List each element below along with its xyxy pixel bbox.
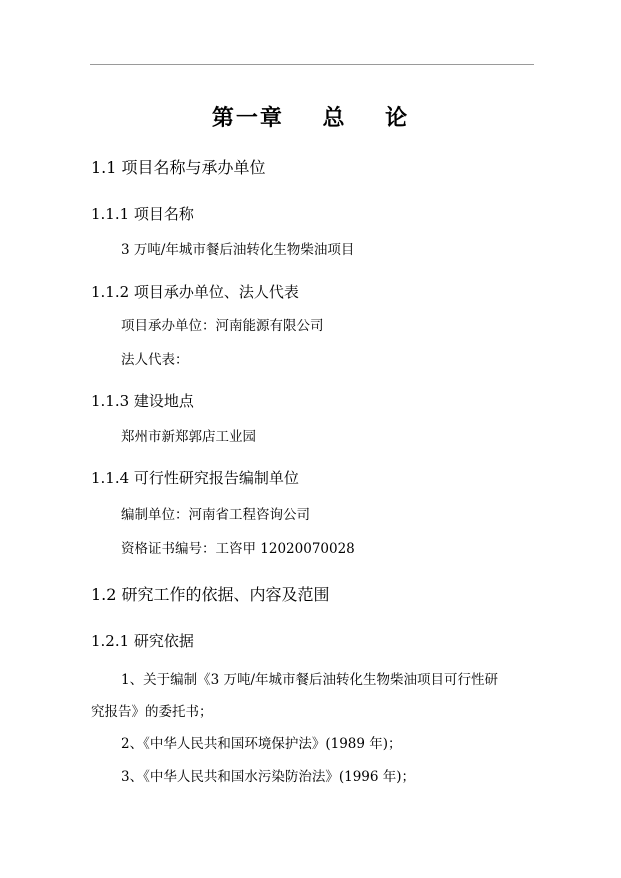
section-heading-1-1-2: 1.1.2 项目承办单位、法人代表	[91, 283, 299, 301]
undertaking-unit-text: 项目承办单位：河南能源有限公司	[121, 318, 324, 334]
basis-item-1-line-1: 1、关于编制《3 万吨/年城市餐后油转化生物柴油项目可行性研	[121, 672, 499, 688]
section-heading-1-2-1: 1.2.1 研究依据	[91, 632, 194, 650]
basis-item-3: 3、《中华人民共和国水污染防治法》(1996 年)；	[121, 769, 416, 785]
section-heading-1-1: 1.1 项目名称与承办单位	[91, 158, 266, 177]
basis-item-1-line-2: 究报告》的委托书；	[91, 704, 213, 720]
project-name-text: 3 万吨/年城市餐后油转化生物柴油项目	[121, 242, 355, 258]
section-heading-1-1-4: 1.1.4 可行性研究报告编制单位	[91, 469, 299, 487]
legal-representative-text: 法人代表：	[121, 352, 189, 368]
section-heading-1-1-3: 1.1.3 建设地点	[91, 392, 194, 410]
compiling-unit-text: 编制单位：河南省工程咨询公司	[121, 507, 310, 523]
certificate-number-text: 资格证书编号：工咨甲 12020070028	[121, 541, 355, 557]
header-rule	[90, 64, 534, 65]
construction-site-text: 郑州市新郑郭店工业园	[121, 429, 256, 445]
chapter-title: 第一章 总 论	[211, 105, 410, 131]
section-heading-1-1-1: 1.1.1 项目名称	[91, 205, 194, 223]
basis-item-2: 2、《中华人民共和国环境保护法》(1989 年)；	[121, 736, 402, 752]
section-heading-1-2: 1.2 研究工作的依据、内容及范围	[91, 585, 330, 604]
